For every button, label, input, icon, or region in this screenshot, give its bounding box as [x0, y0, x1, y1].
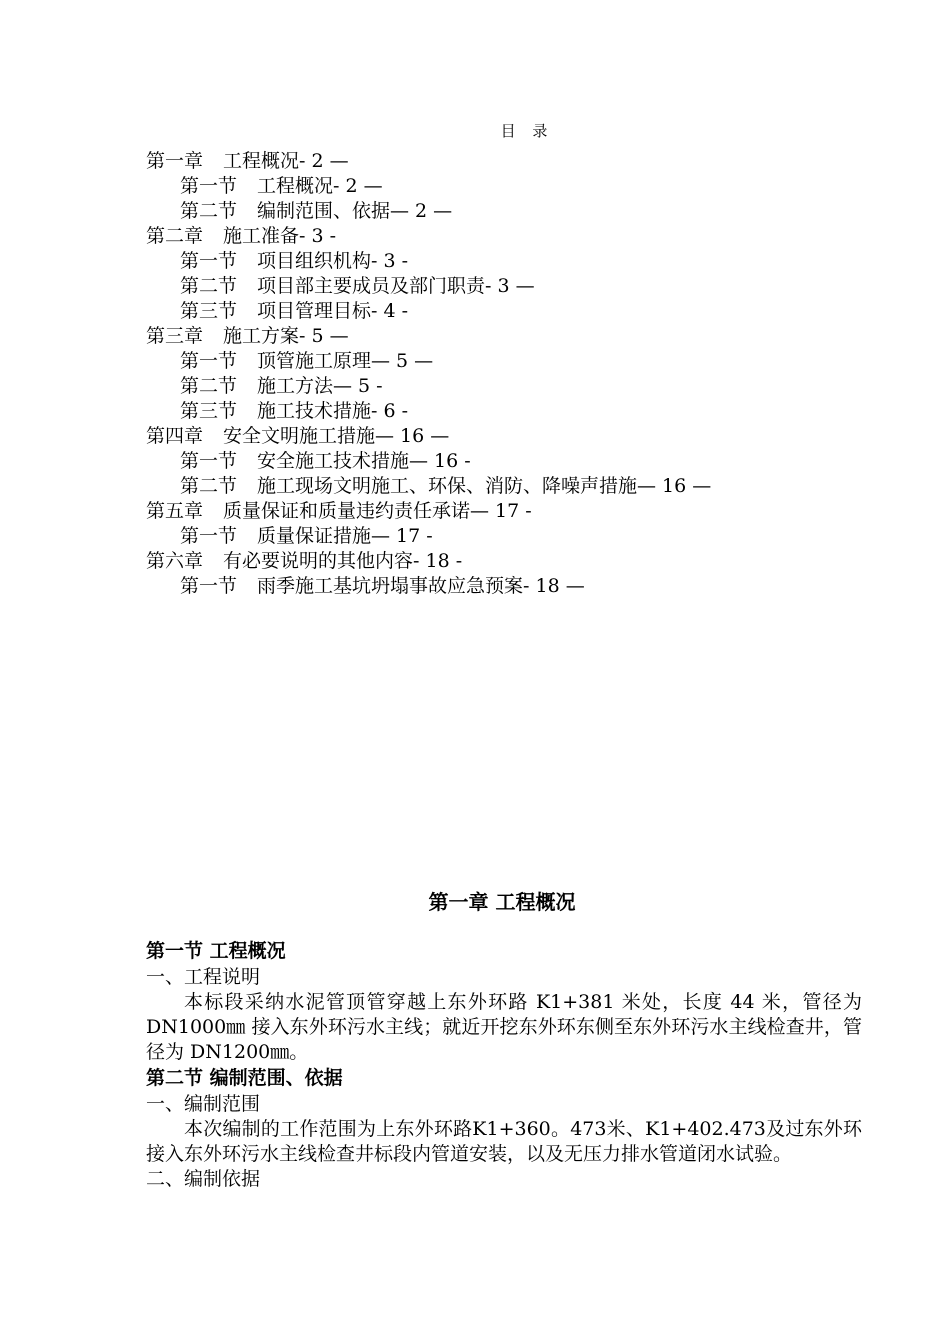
toc-entry-section: [146, 199, 866, 224]
toc-entry-title: 安全文明施工措施— 16 —: [223, 425, 450, 447]
toc-entry-title: 质量保证措施— 17 -: [257, 525, 433, 547]
chapter-heading: 第一章 工程概况: [428, 890, 576, 914]
toc-entry-chapter: [146, 499, 866, 524]
paragraph: 本标段采纳水泥管顶管穿越上东外环路 K1+381 米处，长度 44 米，管径为 DN1000㎜ 接入东外环污水主线；就近开挖东外环东侧至东外环污水主线检查井，管径为 DN1200㎜。: [146, 991, 862, 1063]
section-heading: 第一节 工程概况: [146, 940, 286, 962]
toc-entry-title: 质量保证和质量违约责任承诺— 17 -: [223, 500, 532, 522]
toc-entry-label: 第五章: [146, 500, 204, 522]
toc-entry-title: 施工方案- 5 —: [223, 325, 349, 347]
toc-entry-title: 编制范围、依据— 2 —: [257, 200, 453, 222]
toc-entry-label: 第二节: [180, 200, 238, 222]
toc-entry-chapter: [146, 324, 866, 349]
toc-entry-chapter: [146, 424, 866, 449]
toc-entry-chapter: [146, 224, 866, 249]
toc-entry-section: [146, 274, 866, 299]
toc-entry-section: [146, 574, 866, 599]
toc-entry-section: [146, 524, 866, 549]
toc-entry-label: 第三节: [180, 400, 238, 422]
table-of-contents: [146, 149, 866, 599]
toc-entry-section: [146, 474, 866, 499]
toc-entry-title: 工程概况- 2 —: [223, 150, 349, 172]
toc-entry-title: 工程概况- 2 —: [257, 175, 383, 197]
toc-entry-title: 项目部主要成员及部门职责- 3 —: [257, 275, 535, 297]
toc-entry-label: 第一节: [180, 175, 238, 197]
toc-entry-section: [146, 449, 866, 474]
subsection-heading: 一、工程说明: [146, 966, 261, 988]
toc-entry-label: 第一节: [180, 250, 238, 272]
toc-entry-label: 第二节: [180, 275, 238, 297]
toc-entry-label: 第一节: [180, 350, 238, 372]
toc-entry-title: 项目组织机构- 3 -: [257, 250, 409, 272]
toc-entry-label: 第二章: [146, 225, 204, 247]
toc-entry-title: 有必要说明的其他内容- 18 -: [223, 550, 463, 572]
toc-entry-section: [146, 399, 866, 424]
toc-entry-label: 第一节: [180, 575, 238, 597]
toc-entry-section: [146, 249, 866, 274]
toc-entry-label: 第一章: [146, 150, 204, 172]
toc-entry-title: 顶管施工原理— 5 —: [257, 350, 434, 372]
toc-entry-label: 第四章: [146, 425, 204, 447]
toc-entry-title: 施工方法— 5 -: [257, 375, 383, 397]
toc-entry-title: 安全施工技术措施— 16 -: [257, 450, 471, 472]
toc-entry-label: 第一节: [180, 525, 238, 547]
toc-entry-title: 施工技术措施- 6 -: [257, 400, 409, 422]
paragraph: 本次编制的工作范围为上东外环路K1+360。473米、K1+402.473及过东外环接入东外环污水主线检查井标段内管道安装，以及无压力排水管道闭水试验。: [146, 1118, 862, 1165]
toc-entry-section: [146, 374, 866, 399]
toc-title: 目 录: [500, 122, 554, 140]
subsection-heading: 二、编制依据: [146, 1168, 261, 1190]
toc-entry-section: [146, 299, 866, 324]
toc-entry-chapter: [146, 549, 866, 574]
toc-entry-label: 第三节: [180, 300, 238, 322]
subsection-heading: 一、编制范围: [146, 1093, 261, 1115]
toc-entry-title: 施工准备- 3 -: [223, 225, 337, 247]
toc-entry-section: [146, 174, 866, 199]
toc-entry-label: 第三章: [146, 325, 204, 347]
toc-entry-label: 第二节: [180, 375, 238, 397]
toc-entry-title: 项目管理目标- 4 -: [257, 300, 409, 322]
toc-entry-label: 第六章: [146, 550, 204, 572]
toc-entry-title: 雨季施工基坑坍塌事故应急预案- 18 —: [257, 575, 585, 597]
toc-entry-chapter: [146, 149, 866, 174]
toc-entry-label: 第二节: [180, 475, 238, 497]
section-heading: 第二节 编制范围、依据: [146, 1067, 343, 1089]
toc-entry-title: 施工现场文明施工、环保、消防、降噪声措施— 16 —: [257, 475, 712, 497]
chapter-body: [146, 938, 862, 1192]
toc-entry-label: 第一节: [180, 450, 238, 472]
toc-entry-section: [146, 349, 866, 374]
